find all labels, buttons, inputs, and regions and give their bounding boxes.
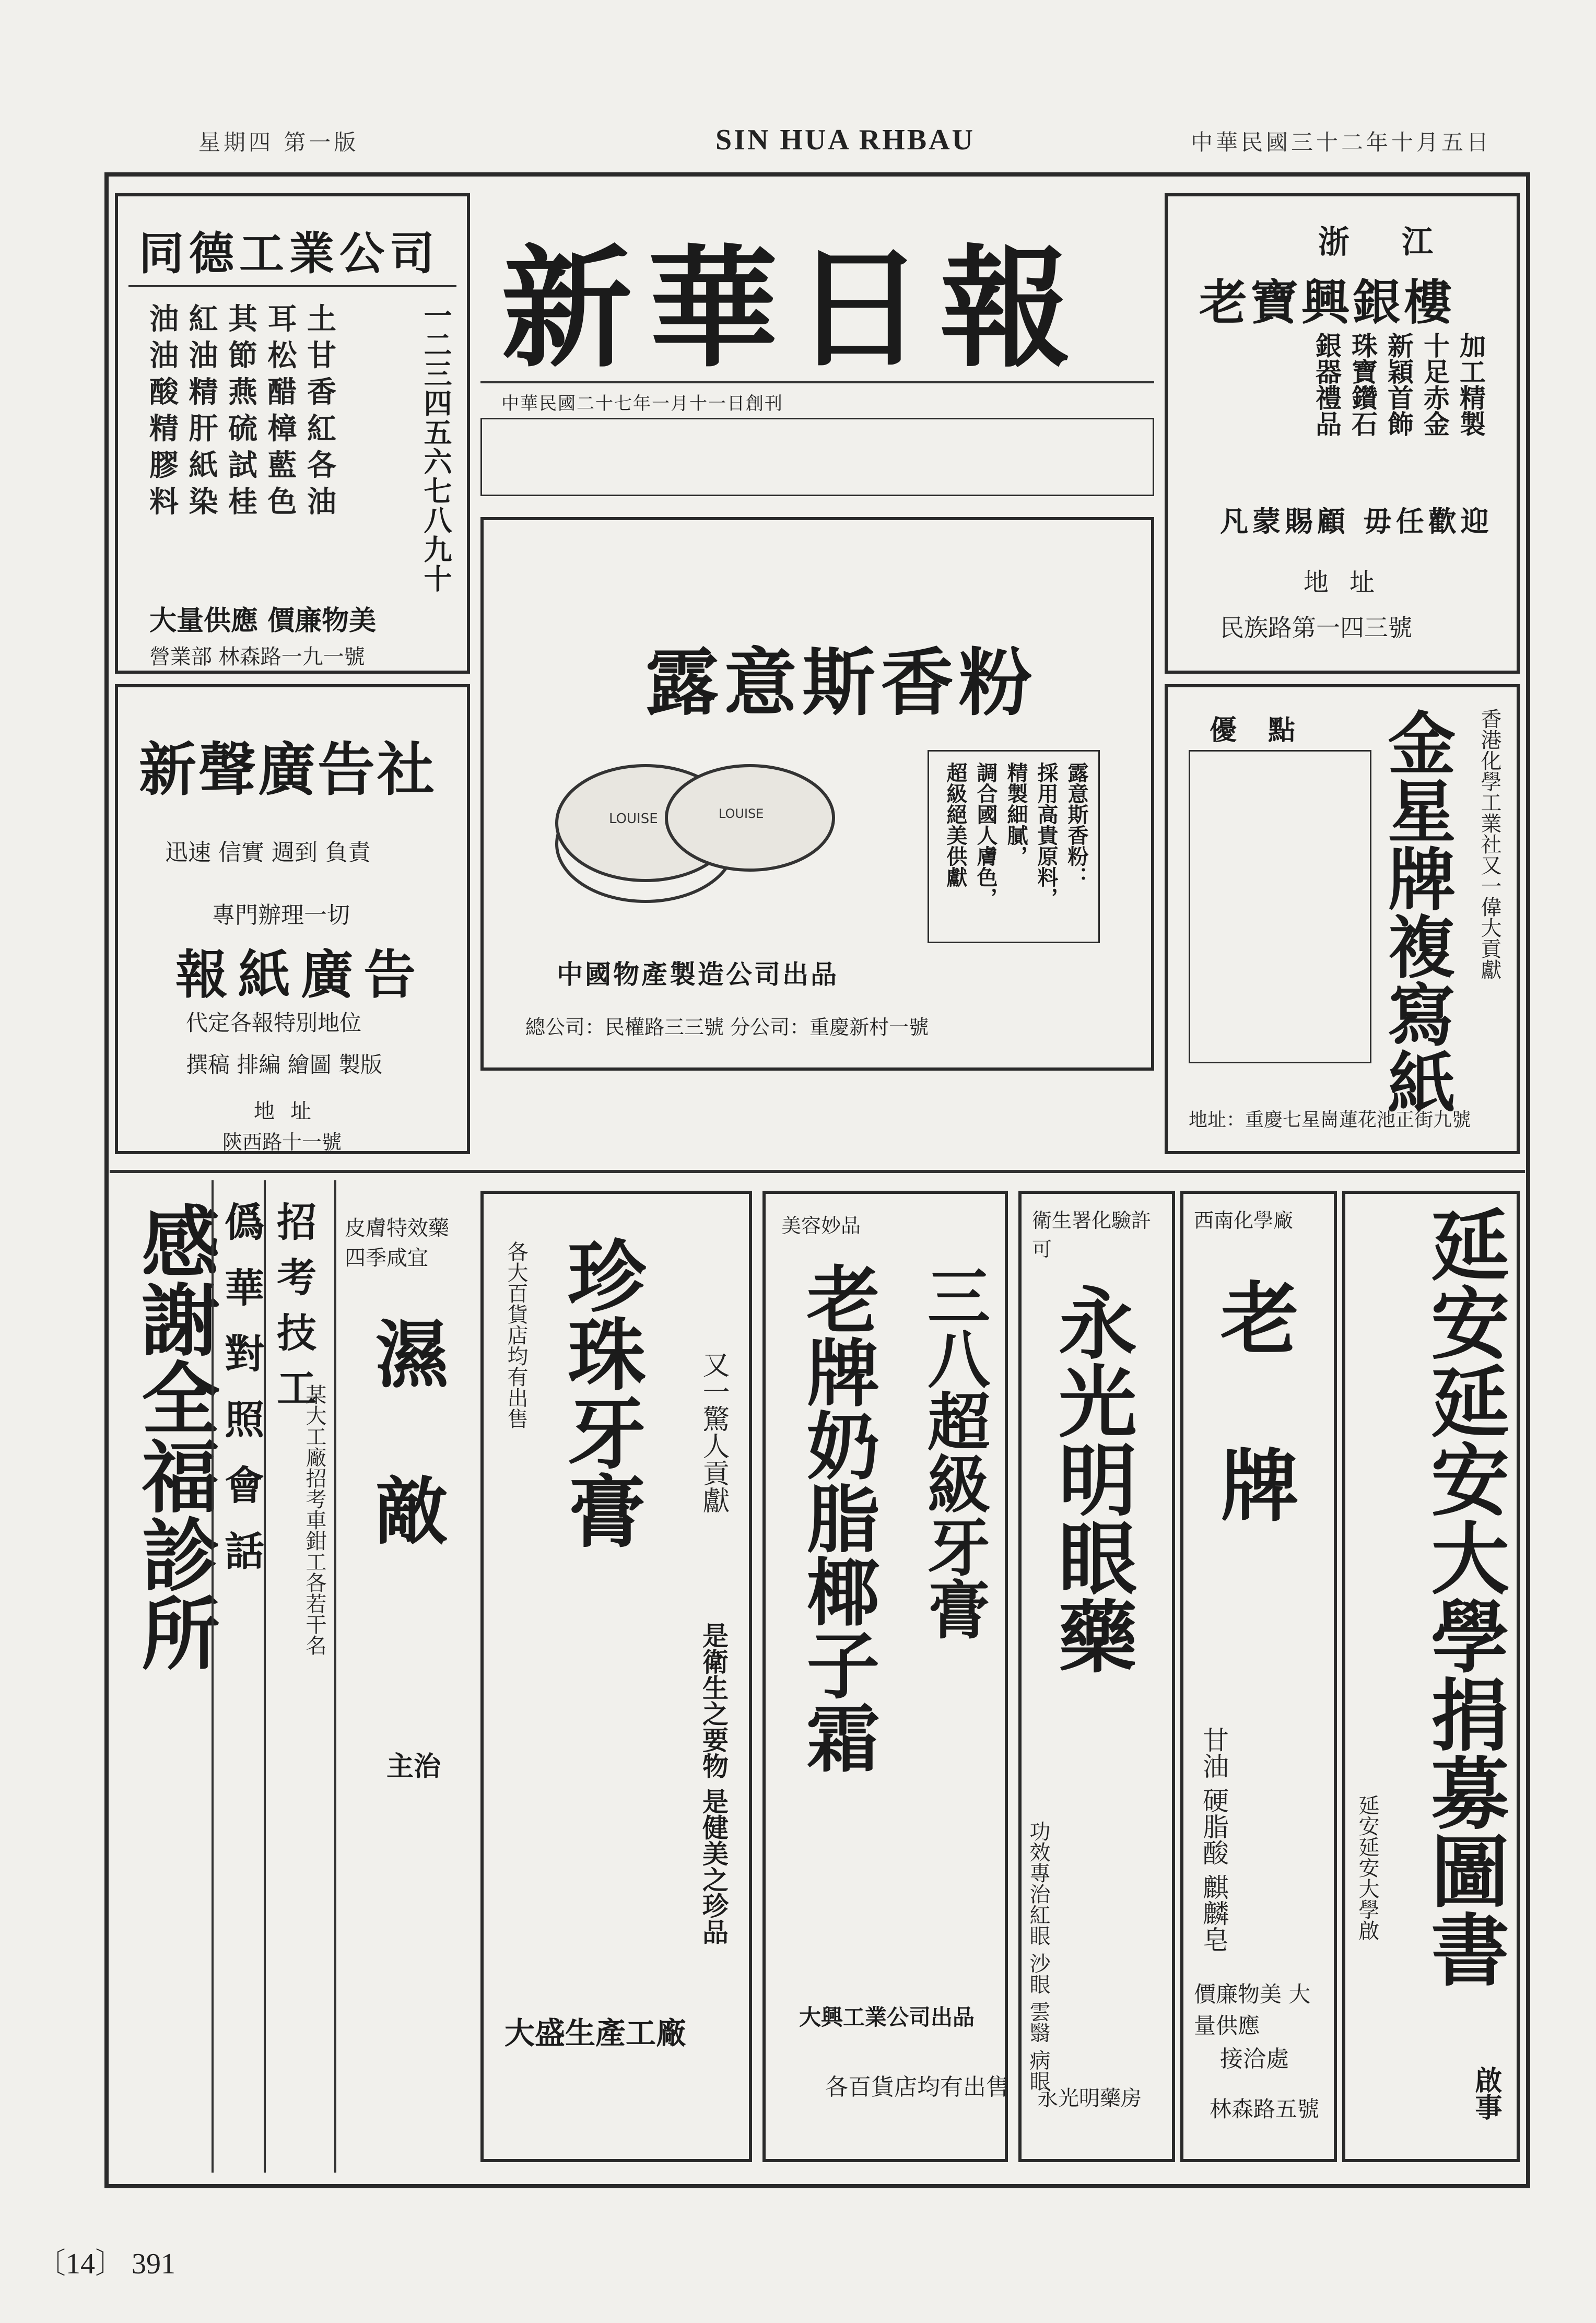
jinxing-address: 地址：重慶七星崗蓮花池正街九號 xyxy=(1189,1109,1471,1131)
ad-powder xyxy=(480,517,1154,1071)
ad-tongde xyxy=(115,193,470,674)
svg-text:LOUISE: LOUISE xyxy=(719,806,764,821)
masthead-title: 新華日報 xyxy=(501,231,1086,385)
tongde-products: 油 紅 其 耳 土 油 油 節 松 甘 酸 精 燕 醋 香 精 肝 硫 樟 紅 膠 紙 試 藍 各 料 染 桂 色 油 xyxy=(149,302,336,519)
ganxie-title: 感謝全福診所 xyxy=(128,1201,220,1671)
xinsheng-extra: 撰稿 排編 繪圖 製版 xyxy=(186,1052,383,1077)
sanba-title: 三八超級牙膏 xyxy=(917,1264,991,1640)
ad-yanan xyxy=(1342,1191,1520,2162)
laopai-products: 甘油 硬脂酸 麒麟皂 xyxy=(1199,1727,1229,1952)
jinxing-sub: 香港化學工業社又一偉大貢獻 xyxy=(1477,708,1501,980)
yongguang-effects: 功效專治紅眼 沙眼 雲翳 病眼 xyxy=(1026,1821,1050,2092)
divider xyxy=(480,381,1154,383)
laobao-welcome: 凡蒙賜顧 毋任歡迎 xyxy=(1220,505,1493,538)
divider xyxy=(110,1170,1525,1173)
laobao-line-2: 十足赤金 xyxy=(1419,332,1450,437)
powder-desc-4: 調合國人膚色， xyxy=(973,762,998,908)
xinsheng-sub: 代定各報特別地位 xyxy=(186,1010,362,1036)
naizhi-title: 老牌奶脂椰子霜 xyxy=(794,1262,880,1774)
laobao-line-1: 加工精製 xyxy=(1456,332,1486,437)
tongde-footer1: 大量供應 價廉物美 xyxy=(149,605,377,637)
powder-desc-3: 精製細膩， xyxy=(1004,762,1028,866)
ad-jinxing xyxy=(1165,684,1520,1154)
jinxing-merits-box xyxy=(1189,750,1371,1063)
page-reference: 〔14〕 391 xyxy=(37,2248,175,2280)
tongde-title: 同德工業公司 xyxy=(139,227,440,280)
ad-yongguang xyxy=(1018,1191,1175,2162)
laobao-address-label: 地址 xyxy=(1304,568,1396,597)
tongde-footer2: 營業部 林森路一九一號 xyxy=(149,645,365,669)
xinsheng-service: 專門辦理一切 xyxy=(212,902,350,929)
laobao-lines xyxy=(1312,332,1485,437)
ad-xinsheng xyxy=(115,684,470,1154)
divider xyxy=(264,1180,266,2173)
laobao-title: 老寶興銀樓 xyxy=(1199,274,1456,331)
header-edition: 星期四 第一版 xyxy=(198,130,359,155)
yanan-title: 延安延安大學捐募圖書 xyxy=(1417,1204,1509,1988)
zhenzhu-title: 珍珠牙膏 xyxy=(554,1236,646,1549)
xinsheng-address: 陝西路十一號 xyxy=(222,1131,342,1154)
laopai-footer: 價廉物美 大量供應 xyxy=(1194,1981,1311,2038)
ad-laobao xyxy=(1165,193,1520,674)
yongguang-top: 衛生署化驗許可 xyxy=(1032,1209,1152,1261)
zhenzhu-maker: 大盛生產工廠 xyxy=(504,2015,687,2051)
zhaokao-body: 某大工廠招考車鉗工各若干名 xyxy=(302,1384,326,1656)
laobao-line-3: 新穎首飾 xyxy=(1383,332,1414,437)
header-date: 中華民國三十二年十月五日 xyxy=(1190,130,1492,155)
powder-desc-lines xyxy=(944,762,1088,908)
zhenzhu-top: 各大百貨店均有出售 xyxy=(504,1241,528,1429)
xinsheng-main: 報紙廣告 xyxy=(175,944,426,1005)
ad-zhenzhu xyxy=(480,1191,752,2162)
powder-desc-box xyxy=(928,750,1100,943)
shimin-title: 濕敵 xyxy=(363,1316,449,1629)
yanan-sub: 啟事 xyxy=(1470,2066,1502,2120)
yongguang-shop: 永光明藥房 xyxy=(1037,2086,1142,2110)
masthead-subline: 中華民國二十七年一月十一日創刊 xyxy=(501,393,783,414)
laobao-line-4: 珠寶鑽石 xyxy=(1347,332,1378,437)
jinxing-merits: 優點 xyxy=(1210,714,1327,746)
header-roman-title: SIN HUA RHBAU xyxy=(715,124,975,156)
ad-laopai xyxy=(1180,1191,1337,2162)
naizhi-top: 美容妙品 xyxy=(781,1214,861,1237)
tongde-number-column xyxy=(420,301,451,593)
powder-title: 露意斯香粉 xyxy=(646,640,1038,726)
masthead-contents-table xyxy=(480,418,1154,496)
sanba-sales: 各百貨店均有出售 xyxy=(825,2074,1009,2101)
divider xyxy=(334,1180,336,2173)
zhenzhu-sub: 又一驚人貢獻 xyxy=(698,1351,729,1514)
xinsheng-address-label: 地址 xyxy=(254,1099,327,1123)
powder-desc-1: 露意斯香粉： xyxy=(1064,762,1089,887)
laopai-address: 林森路五號 xyxy=(1210,2096,1320,2122)
shimin-top: 皮膚特效藥 四季咸宜 xyxy=(345,1216,449,1270)
sanba-maker: 大興工業公司出品 xyxy=(799,2004,975,2030)
powder-address: 總公司：民權路三三號 分公司：重慶新村一號 xyxy=(525,1016,929,1039)
laobao-region: 浙江 xyxy=(1318,224,1485,261)
svg-text:LOUISE: LOUISE xyxy=(609,811,658,827)
powder-desc-2: 採用高貴原料， xyxy=(1034,762,1059,908)
laobao-line-5: 銀器禮品 xyxy=(1311,332,1342,437)
yanan-signoff: 延安延安大學啟 xyxy=(1355,1794,1379,1941)
laopai-title: 老牌 xyxy=(1207,1277,1299,1612)
laopai-top: 西南化學廠 xyxy=(1194,1209,1294,1232)
zhaokao-title: 招考技工 xyxy=(270,1201,317,1423)
laobao-address: 民族路第一四三號 xyxy=(1220,614,1412,642)
yongguang-title: 永光明眼藥 xyxy=(1045,1283,1137,1674)
tongde-nums: 一二三四五六七八九十 xyxy=(419,301,453,593)
laopai-contact: 接洽處 xyxy=(1220,2046,1289,2072)
shimin-bottom: 主治 xyxy=(386,1751,441,1782)
qianhua-title: 僞華對照會話 xyxy=(218,1201,265,1596)
powder-maker: 中國物產製造公司出品 xyxy=(557,959,839,990)
xinsheng-tagline: 迅速 信實 週到 負責 xyxy=(165,839,371,866)
divider xyxy=(128,285,456,287)
divider xyxy=(212,1180,214,2173)
xinsheng-title: 新聲廣告社 xyxy=(139,736,437,803)
masthead xyxy=(480,193,1154,496)
powder-desc-5: 超級絕美供獻 xyxy=(943,762,968,887)
powder-box-illustration xyxy=(546,740,849,928)
zhenzhu-slogan: 是衛生之要物 是健美之珍品 xyxy=(698,1622,729,1945)
jinxing-title: 金星牌複寫紙 xyxy=(1377,708,1457,1116)
